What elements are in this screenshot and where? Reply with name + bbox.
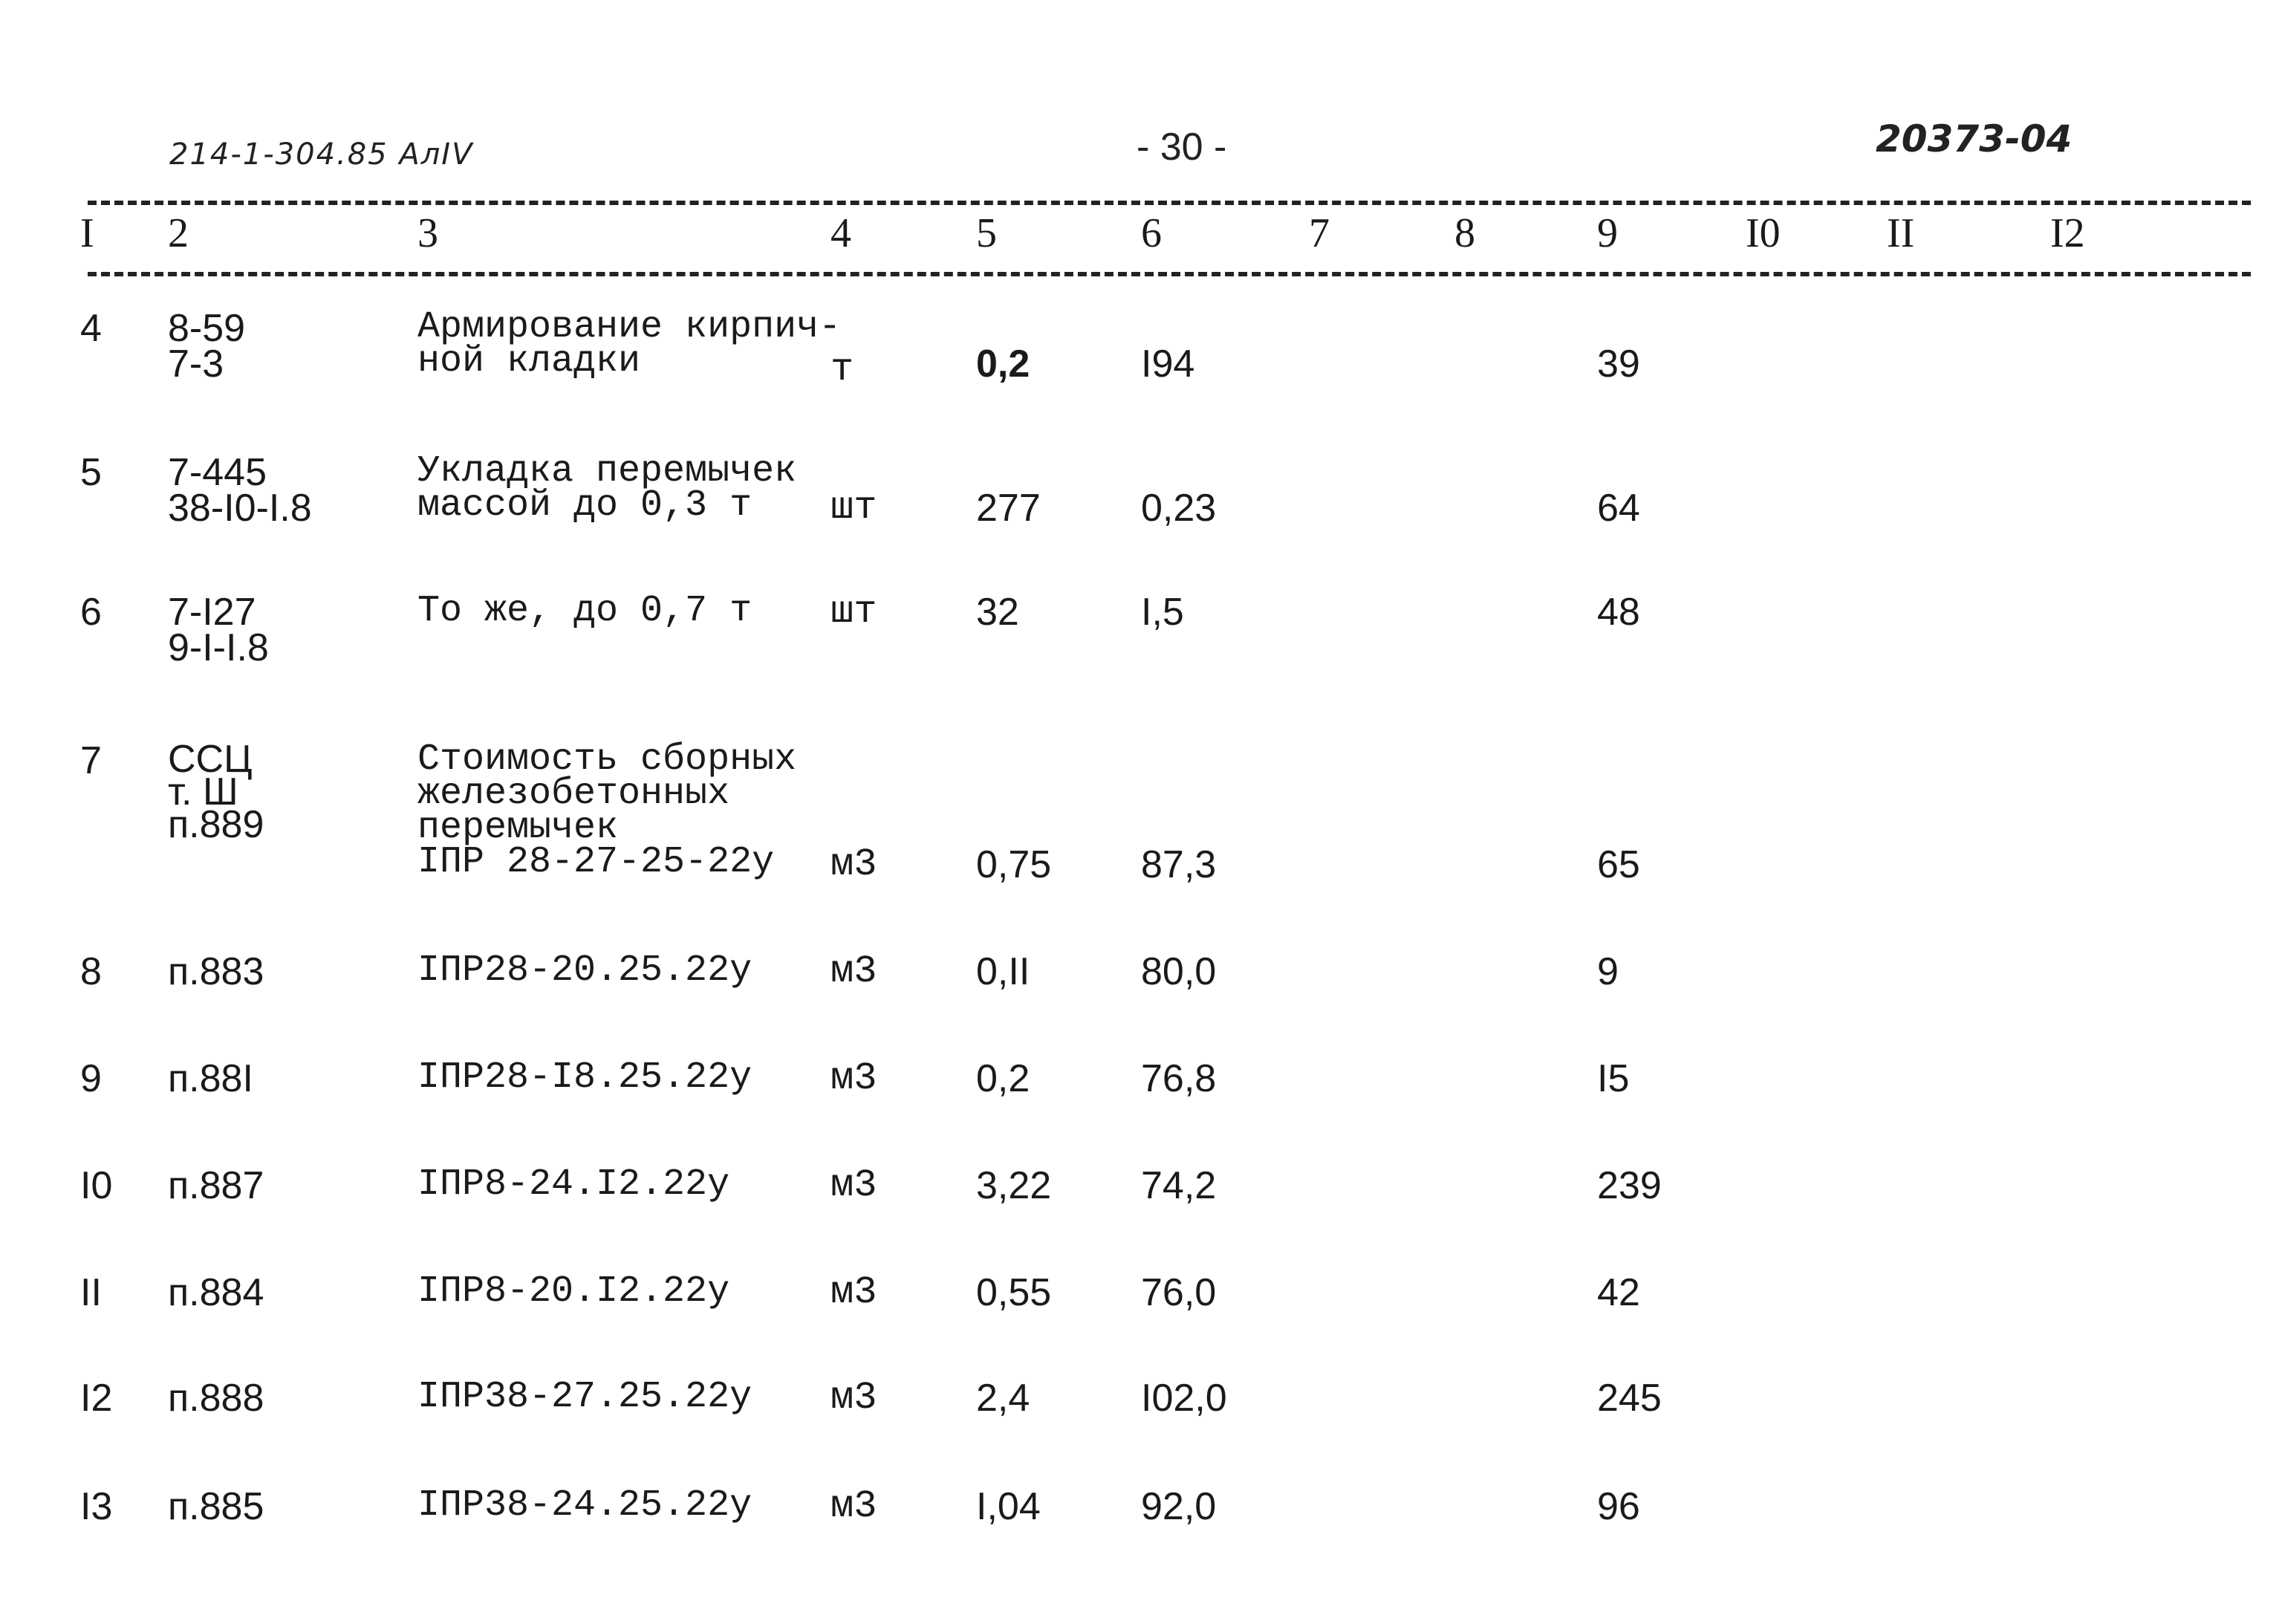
total-cost: I5 xyxy=(1597,1057,1630,1100)
norm-code: 8-59 7-3 xyxy=(168,307,246,386)
work-description: IПР38-24.25.22у xyxy=(417,1484,752,1527)
total-cost: 64 xyxy=(1597,487,1640,530)
work-description: Укладка перемычек массой до 0,3 т xyxy=(417,450,797,527)
column-header-3: 3 xyxy=(417,210,438,256)
unit: м3 xyxy=(830,1056,877,1100)
column-header-10: I0 xyxy=(1746,210,1781,256)
quantity: I,04 xyxy=(976,1485,1041,1528)
quantity: 0,2 xyxy=(976,342,1030,386)
unit-price: 74,2 xyxy=(1141,1164,1217,1207)
row-number: 7 xyxy=(80,739,102,782)
unit-price: 76,8 xyxy=(1141,1057,1217,1100)
work-description: Армирование кирпич- ной кладки xyxy=(417,306,842,383)
column-header-6: 6 xyxy=(1141,210,1162,256)
sheet-code: 20373-04 xyxy=(1876,117,2073,160)
norm-code: п.885 xyxy=(168,1485,264,1528)
norm-code: п.884 xyxy=(168,1271,264,1314)
unit-price: 0,23 xyxy=(1141,487,1217,530)
norm-code: п.887 xyxy=(168,1164,264,1207)
unit: м3 xyxy=(830,1270,877,1314)
column-header-8: 8 xyxy=(1454,210,1475,256)
quantity: 0,II xyxy=(976,950,1030,993)
unit: м3 xyxy=(830,1376,877,1420)
quantity: 0,55 xyxy=(976,1271,1052,1314)
row-number: I0 xyxy=(80,1164,113,1207)
quantity: 3,22 xyxy=(976,1164,1052,1207)
column-header-1: I xyxy=(80,210,94,256)
total-cost: 65 xyxy=(1597,843,1640,886)
norm-code: 7-445 38-I0-I.8 xyxy=(168,451,312,530)
unit-price: 92,0 xyxy=(1141,1485,1217,1528)
row-number: 8 xyxy=(80,950,102,993)
unit: т xyxy=(830,348,854,392)
norm-code: ССЦ т. Ш п.889 xyxy=(168,738,264,846)
column-header-12: I2 xyxy=(2050,210,2085,256)
row-number: I2 xyxy=(80,1377,113,1420)
quantity: 2,4 xyxy=(976,1377,1030,1420)
column-header-7: 7 xyxy=(1309,210,1330,256)
work-description: IПР38-27.25.22у xyxy=(417,1376,752,1418)
row-number: 5 xyxy=(80,451,102,494)
unit-price: I,5 xyxy=(1141,591,1184,634)
column-header-2: 2 xyxy=(168,210,189,256)
header-top-rule xyxy=(88,201,2251,205)
row-number: 9 xyxy=(80,1057,102,1100)
total-cost: 39 xyxy=(1597,342,1640,386)
unit-price: 87,3 xyxy=(1141,843,1217,886)
document-code: 214-1-304.85 АлIV xyxy=(169,137,474,172)
work-description: То же, до 0,7 т xyxy=(417,590,752,632)
column-header-9: 9 xyxy=(1597,210,1618,256)
unit: м3 xyxy=(830,1163,877,1207)
quantity: 32 xyxy=(976,591,1019,634)
work-description: Стоимость сборных железобетонных перемычек IПР 28-27-25-22у xyxy=(417,738,797,883)
quantity: 0,75 xyxy=(976,843,1052,886)
header-bottom-rule xyxy=(88,272,2251,276)
row-number: 6 xyxy=(80,591,102,634)
unit: м3 xyxy=(830,842,877,886)
row-number: II xyxy=(80,1271,102,1314)
norm-code: п.888 xyxy=(168,1377,264,1420)
total-cost: 96 xyxy=(1597,1485,1640,1528)
column-header-5: 5 xyxy=(976,210,997,256)
norm-code: п.883 xyxy=(168,950,264,993)
work-description: IПР28-20.25.22у xyxy=(417,949,752,992)
unit: м3 xyxy=(830,949,877,993)
total-cost: 245 xyxy=(1597,1377,1662,1420)
unit: шт xyxy=(830,486,877,530)
quantity: 0,2 xyxy=(976,1057,1030,1100)
unit-price: I02,0 xyxy=(1141,1377,1227,1420)
row-number: 4 xyxy=(80,307,102,350)
unit-price: I94 xyxy=(1141,342,1195,386)
work-description: IПР28-I8.25.22у xyxy=(417,1056,752,1099)
unit-price: 76,0 xyxy=(1141,1271,1217,1314)
unit-price: 80,0 xyxy=(1141,950,1217,993)
total-cost: 48 xyxy=(1597,591,1640,634)
unit: шт xyxy=(830,590,877,634)
norm-code: п.88I xyxy=(168,1057,253,1100)
row-number: I3 xyxy=(80,1485,113,1528)
work-description: IПР8-24.I2.22у xyxy=(417,1163,730,1206)
work-description: IПР8-20.I2.22у xyxy=(417,1270,730,1313)
column-header-4: 4 xyxy=(830,210,851,256)
total-cost: 239 xyxy=(1597,1164,1662,1207)
quantity: 277 xyxy=(976,487,1041,530)
page-number: - 30 - xyxy=(1137,126,1227,169)
norm-code: 7-I27 9-I-I.8 xyxy=(168,591,269,669)
unit: м3 xyxy=(830,1484,877,1528)
total-cost: 9 xyxy=(1597,950,1619,993)
total-cost: 42 xyxy=(1597,1271,1640,1314)
column-header-11: II xyxy=(1887,210,1915,256)
